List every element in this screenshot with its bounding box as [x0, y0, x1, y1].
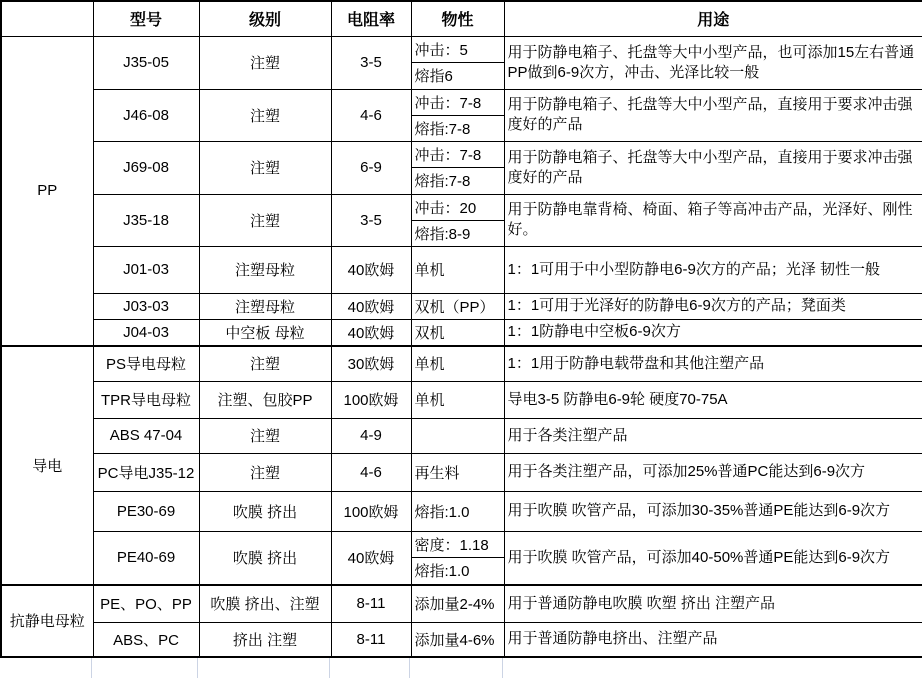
model-cell: ABS 47-04	[93, 418, 199, 453]
properties-cell: 添加量2-4%	[411, 585, 504, 623]
table-row	[1, 585, 922, 623]
model-cell: TPR导电母粒	[93, 381, 199, 418]
property-line: 密度：1.18	[414, 536, 489, 554]
property-line: 冲击：20	[414, 199, 477, 217]
resistivity-cell: 30欧姆	[331, 346, 411, 381]
table-row	[1, 531, 922, 585]
header-row	[1, 1, 922, 36]
property-line: 熔指6	[412, 62, 504, 89]
property-line: 熔指:7-8	[412, 115, 504, 141]
usage-cell: 用于各类注塑产品，可添加25%普通PC能达到6-9次方	[504, 453, 922, 491]
table-row	[1, 623, 922, 657]
resistivity-cell: 3-5	[331, 36, 411, 89]
table-row	[1, 418, 922, 453]
usage-cell: 1：1用于防静电载带盘和其他注塑产品	[504, 346, 922, 381]
properties-cell: 单机	[411, 246, 504, 293]
model-cell: J04-03	[93, 319, 199, 346]
header-properties: 物性	[411, 1, 504, 36]
usage-cell: 用于防静电箱子、托盘等大中小型产品，直接用于要求冲击强度好的产品	[504, 89, 922, 141]
property-line: 熔指:7-8	[412, 167, 504, 194]
usage-cell: 用于防静电靠背椅、椅面、箱子等高冲击产品，光泽好、刚性好。	[504, 194, 922, 246]
properties-cell: 双机（PP）	[411, 293, 504, 319]
model-cell: J01-03	[93, 246, 199, 293]
model-cell: J03-03	[93, 293, 199, 319]
resistivity-cell: 4-6	[331, 89, 411, 141]
model-cell: J46-08	[93, 89, 199, 141]
grade-cell: 吹膜 挤出	[199, 531, 331, 585]
resistivity-cell: 100欧姆	[331, 491, 411, 531]
resistivity-cell: 100欧姆	[331, 381, 411, 418]
grade-cell: 注塑	[199, 346, 331, 381]
table-row	[1, 246, 922, 293]
grade-cell: 吹膜 挤出、注塑	[199, 585, 331, 623]
usage-cell: 导电3-5 防静电6-9轮 硬度70-75A	[504, 381, 922, 418]
empty-cell	[198, 658, 330, 678]
properties-cell: 添加量4-6%	[411, 623, 504, 657]
model-cell: PC导电J35-12	[93, 453, 199, 491]
empty-cell	[503, 658, 922, 678]
grade-cell: 注塑	[199, 453, 331, 491]
model-cell: PE40-69	[93, 531, 199, 585]
model-cell: PS导电母粒	[93, 346, 199, 381]
model-cell: J35-18	[93, 194, 199, 246]
usage-cell: 1：1可用于光泽好的防静电6-9次方的产品；凳面类	[504, 293, 922, 319]
empty-sheet-row	[0, 658, 922, 678]
header-model: 型号	[93, 1, 199, 36]
table-row	[1, 89, 922, 141]
table-row	[1, 453, 922, 491]
grade-cell: 吹膜 挤出	[199, 491, 331, 531]
resistivity-cell: 4-9	[331, 418, 411, 453]
grade-cell: 注塑、包胶PP	[199, 381, 331, 418]
resistivity-cell: 40欧姆	[331, 246, 411, 293]
resistivity-cell: 40欧姆	[331, 531, 411, 585]
empty-cell	[0, 658, 92, 678]
grade-cell: 注塑	[199, 194, 331, 246]
usage-cell: 用于吹膜 吹管产品，可添加30-35%普通PE能达到6-9次方	[504, 491, 922, 531]
resistivity-cell: 4-6	[331, 453, 411, 491]
usage-cell: 1：1防静电中空板6-9次方	[504, 319, 922, 346]
table-row	[1, 491, 922, 531]
model-cell: PE30-69	[93, 491, 199, 531]
properties-cell: 双机	[411, 319, 504, 346]
header-category	[1, 1, 93, 36]
empty-cell	[330, 658, 410, 678]
property-line: 熔指:8-9	[412, 220, 504, 246]
grade-cell: 中空板 母粒	[199, 319, 331, 346]
usage-cell: 用于防静电箱子、托盘等大中小型产品，直接用于要求冲击强度好的产品	[504, 141, 922, 194]
empty-cell	[92, 658, 198, 678]
properties-cell: 熔指:1.0	[411, 491, 504, 531]
model-cell: J35-05	[93, 36, 199, 89]
model-cell: J69-08	[93, 141, 199, 194]
properties-cell	[411, 418, 504, 453]
usage-cell: 用于各类注塑产品	[504, 418, 922, 453]
table-row	[1, 141, 922, 194]
resistivity-cell: 6-9	[331, 141, 411, 194]
grade-cell: 挤出 注塑	[199, 623, 331, 657]
properties-cell	[411, 89, 504, 141]
property-line: 冲击：7-8	[414, 146, 482, 164]
resistivity-cell: 8-11	[331, 623, 411, 657]
usage-cell: 用于吹膜 吹管产品，可添加40-50%普通PE能达到6-9次方	[504, 531, 922, 585]
grade-cell: 注塑	[199, 36, 331, 89]
category-cell-antistatic: 抗静电母粒	[1, 585, 93, 657]
table-row	[1, 194, 922, 246]
property-line: 熔指:1.0	[412, 557, 504, 584]
category-cell-conductive: 导电	[1, 346, 93, 585]
table-row	[1, 346, 922, 381]
usage-cell: 用于防静电箱子、托盘等大中小型产品，也可添加15左右普通PP做到6-9次方，冲击、光泽比较一般	[504, 36, 922, 89]
resistivity-cell: 8-11	[331, 585, 411, 623]
table-row	[1, 293, 922, 319]
grade-cell: 注塑	[199, 89, 331, 141]
properties-cell: 单机	[411, 381, 504, 418]
properties-cell	[411, 531, 504, 585]
resistivity-cell: 3-5	[331, 194, 411, 246]
property-line: 冲击：5	[414, 41, 468, 59]
usage-cell: 用于普通防静电吹膜 吹塑 挤出 注塑产品	[504, 585, 922, 623]
properties-cell: 单机	[411, 346, 504, 381]
empty-cell	[410, 658, 503, 678]
table-row	[1, 381, 922, 418]
resistivity-cell: 40欧姆	[331, 319, 411, 346]
properties-cell: 再生料	[411, 453, 504, 491]
model-cell: PE、PO、PP	[93, 585, 199, 623]
grade-cell: 注塑	[199, 418, 331, 453]
grade-cell: 注塑母粒	[199, 246, 331, 293]
grade-cell: 注塑	[199, 141, 331, 194]
table-row	[1, 319, 922, 346]
resistivity-cell: 40欧姆	[331, 293, 411, 319]
property-line: 冲击：7-8	[414, 94, 482, 112]
header-resistivity: 电阻率	[331, 1, 411, 36]
model-cell: ABS、PC	[93, 623, 199, 657]
header-grade: 级别	[199, 1, 331, 36]
grade-cell: 注塑母粒	[199, 293, 331, 319]
table-row	[1, 36, 922, 89]
properties-cell	[411, 194, 504, 246]
category-cell-pp: PP	[1, 36, 93, 346]
properties-cell	[411, 141, 504, 194]
properties-cell	[411, 36, 504, 89]
usage-cell: 用于普通防静电挤出、注塑产品	[504, 623, 922, 657]
header-usage: 用途	[504, 1, 922, 36]
usage-cell: 1：1可用于中小型防静电6-9次方的产品；光泽 韧性一般	[504, 246, 922, 293]
